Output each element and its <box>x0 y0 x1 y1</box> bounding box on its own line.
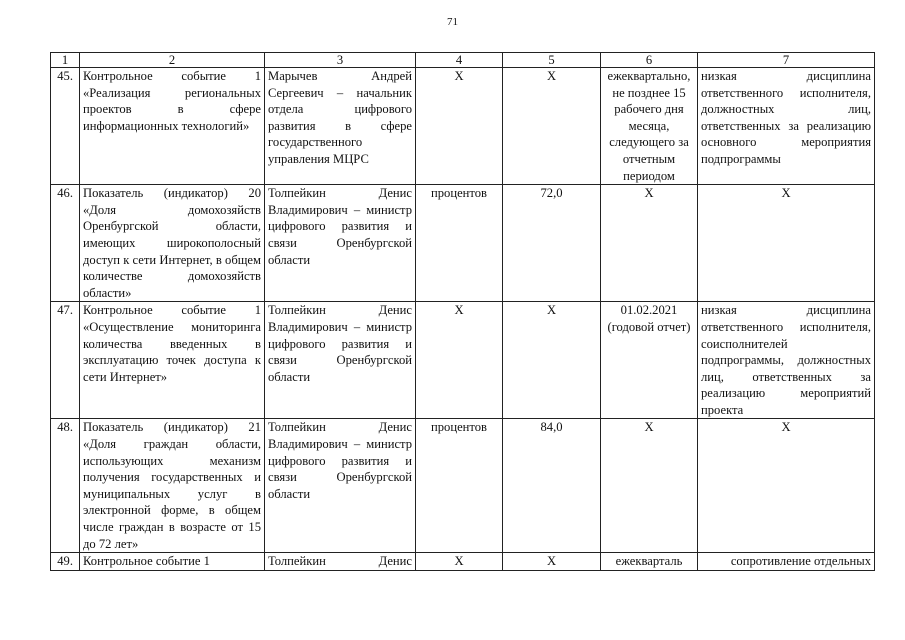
event-cell: Контрольное событие 1 «Осуществление мониторинга количества введенных в эксплуатацию точек доступа к сети Интернет» <box>80 302 265 419</box>
risk-cell: сопротивление отдельных <box>698 553 875 571</box>
risk-cell: низкая дисциплина ответственного исполнителя, соисполнителей подпрограммы, должностных лиц, ответственных за реализацию мероприятий проекта <box>698 302 875 419</box>
risk-cell: низкая дисциплина ответственного исполнителя, должностных лиц, ответственных за реализацию основного мероприятия подпрограммы <box>698 68 875 185</box>
row-number: 47. <box>51 302 80 419</box>
table-row <box>51 185 875 302</box>
row-number: 48. <box>51 419 80 553</box>
value-cell: X <box>503 553 601 571</box>
unit-cell: процентов <box>416 185 503 302</box>
responsible-cell: Толпейкин Денис <box>265 553 416 571</box>
deadline-cell: X <box>601 419 698 553</box>
document-table <box>50 52 875 571</box>
unit-cell: X <box>416 68 503 185</box>
responsible-cell: Марычев Андрей Сергеевич – начальник отдела цифрового развития в сфере государственного управления МЦРС <box>265 68 416 185</box>
column-header: 3 <box>265 53 416 68</box>
event-cell: Контрольное событие 1 <box>80 553 265 571</box>
event-cell: Показатель (индикатор) 20 «Доля домохозяйств Оренбургской области, имеющих широкополосный доступ к сети Интернет, в общем количестве домохозяйств области» <box>80 185 265 302</box>
table-row <box>51 553 875 571</box>
responsible-cell: Толпейкин Денис Владимирович – министр цифрового развития и связи Оренбургской области <box>265 302 416 419</box>
column-header: 5 <box>503 53 601 68</box>
deadline-cell: 01.02.2021 (годовой отчет) <box>601 302 698 419</box>
deadline-cell: X <box>601 185 698 302</box>
unit-cell: процентов <box>416 419 503 553</box>
event-cell: Показатель (индикатор) 21 «Доля граждан области, использующих механизм получения государственных и муниципальных услуг в электронной форме, в общем числе граждан в возрасте от 15 до 72 лет» <box>80 419 265 553</box>
value-cell: X <box>503 302 601 419</box>
unit-cell: X <box>416 553 503 571</box>
value-cell: 72,0 <box>503 185 601 302</box>
risk-cell: X <box>698 419 875 553</box>
row-number: 45. <box>51 68 80 185</box>
column-header: 6 <box>601 53 698 68</box>
row-number: 46. <box>51 185 80 302</box>
deadline-cell: ежеквартально, не позднее 15 рабочего дня месяца, следующего за отчетным периодом <box>601 68 698 185</box>
table-row <box>51 419 875 553</box>
responsible-cell: Толпейкин Денис Владимирович – министр цифрового развития и связи Оренбургской области <box>265 419 416 553</box>
column-header: 7 <box>698 53 875 68</box>
event-cell: Контрольное событие 1 «Реализация региональных проектов в сфере информационных технологий» <box>80 68 265 185</box>
risk-cell: X <box>698 185 875 302</box>
value-cell: X <box>503 68 601 185</box>
column-header: 2 <box>80 53 265 68</box>
responsible-cell: Толпейкин Денис Владимирович – министр цифрового развития и связи Оренбургской области <box>265 185 416 302</box>
table-row <box>51 302 875 419</box>
row-number: 49. <box>51 553 80 571</box>
column-header: 4 <box>416 53 503 68</box>
column-header: 1 <box>51 53 80 68</box>
deadline-cell: ежекварталь <box>601 553 698 571</box>
header-row <box>51 53 875 68</box>
page-number: 71 <box>447 16 458 28</box>
table-row <box>51 68 875 185</box>
value-cell: 84,0 <box>503 419 601 553</box>
unit-cell: X <box>416 302 503 419</box>
